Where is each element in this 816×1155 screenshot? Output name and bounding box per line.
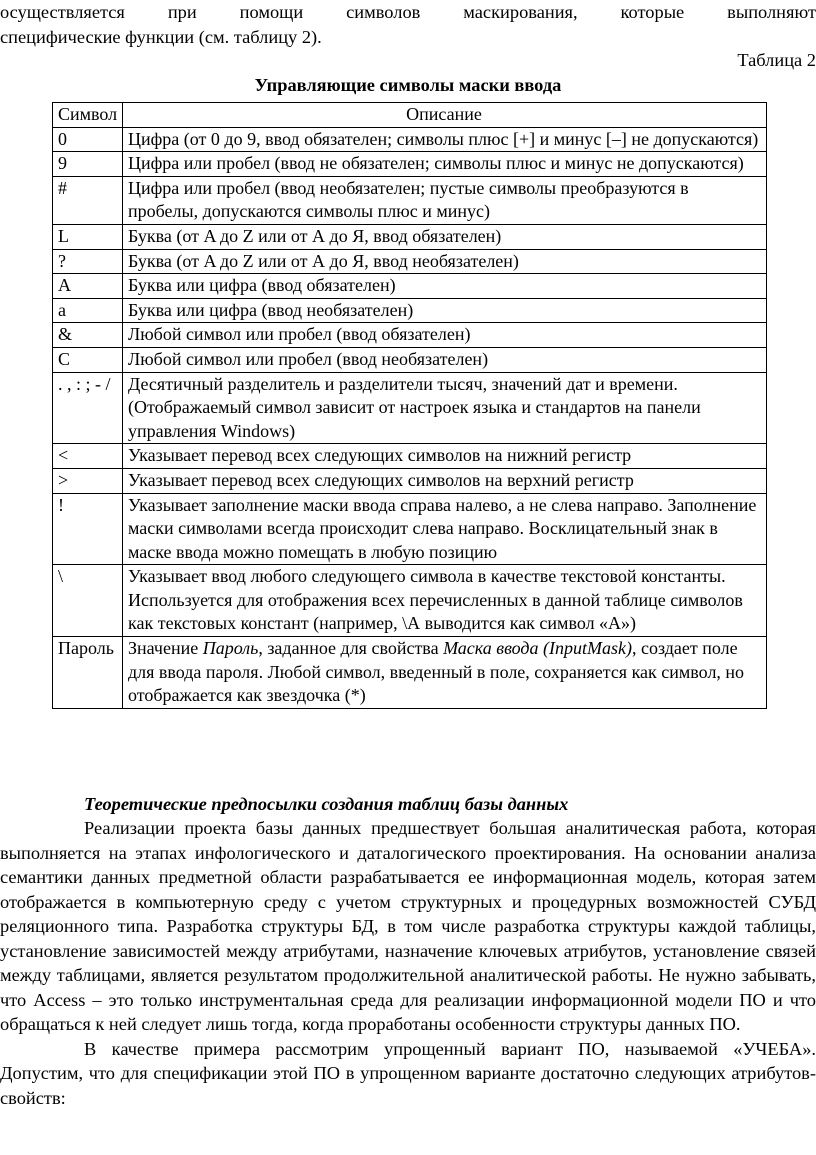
description-cell bbox=[123, 637, 767, 709]
table-row bbox=[53, 274, 767, 299]
input-mask-symbols-table bbox=[52, 102, 767, 709]
description-cell: Любой символ или пробел (ввод обязателен) bbox=[123, 323, 767, 348]
symbol-cell: Пароль bbox=[53, 637, 123, 709]
symbol-cell: A bbox=[53, 274, 123, 299]
table-row bbox=[53, 298, 767, 323]
table-row bbox=[53, 372, 767, 444]
description-cell: Указывает заполнение маски ввода справа налево, а не слева направо. Заполнение маски символами всегда происходит слева направо. Восклицательный знак в маске ввода можно помещать в любую позицию bbox=[123, 493, 767, 565]
table-row bbox=[53, 323, 767, 348]
table-row bbox=[53, 468, 767, 493]
symbol-cell: . , : ; - / bbox=[53, 372, 123, 444]
description-cell: Цифра или пробел (ввод необязателен; пустые символы преобразуются в пробелы, допускаются символы плюс и минус) bbox=[123, 176, 767, 224]
description-cell: Буква (от A до Z или от А до Я, ввод обязателен) bbox=[123, 224, 767, 249]
header-symbol: Символ bbox=[53, 103, 123, 128]
description-cell: Цифра или пробел (ввод не обязателен; символы плюс и минус не допускаются) bbox=[123, 152, 767, 177]
table-title: Управляющие символы маски ввода bbox=[254, 75, 562, 95]
intro-paragraph bbox=[0, 0, 816, 49]
table-row bbox=[53, 152, 767, 177]
table-body bbox=[53, 127, 767, 636]
paragraph-2: В качестве примера рассмотрим упрощенный вариант ПО, называемой «УЧЕБА». Допустим, что для спецификации этой ПО в упрощенном варианте достаточно следующих атрибутов-свойств: bbox=[0, 1038, 816, 1108]
symbol-cell: a bbox=[53, 298, 123, 323]
symbol-cell: 9 bbox=[53, 152, 123, 177]
header-description: Описание bbox=[123, 103, 767, 128]
symbol-cell: > bbox=[53, 468, 123, 493]
desc-text: , создает поле для ввода пароля. Любой символ, введенный в поле, сохраняется как символ, но отображается как звездочка (*) bbox=[128, 638, 745, 706]
symbol-cell: ! bbox=[53, 493, 123, 565]
desc-italic-password: Пароль bbox=[202, 638, 259, 659]
description-cell: Буква или цифра (ввод необязателен) bbox=[123, 298, 767, 323]
symbol-cell: L bbox=[53, 224, 123, 249]
desc-text: , заданное для свойства bbox=[258, 638, 444, 659]
symbol-cell: \ bbox=[53, 565, 123, 637]
symbol-cell: < bbox=[53, 444, 123, 469]
table-row-password bbox=[53, 637, 767, 709]
description-cell: Десятичный разделитель и разделители тысяч, значений дат и времени. (Отображаемый символ зависит от настроек языка и стандартов на панели управления Windows) bbox=[123, 372, 767, 444]
description-cell: Буква или цифра (ввод обязателен) bbox=[123, 274, 767, 299]
table-row bbox=[53, 127, 767, 152]
table-row bbox=[53, 493, 767, 565]
intro-line-2: специфические функции (см. таблицу 2). bbox=[0, 26, 322, 47]
section-heading: Теоретические предпосылки создания таблиц базы данных bbox=[84, 794, 569, 814]
table-row bbox=[53, 176, 767, 224]
symbol-cell: ? bbox=[53, 249, 123, 274]
table-number-label: Таблица 2 bbox=[737, 50, 816, 70]
paragraph-1: Реализации проекта базы данных предшествует большая аналитическая работа, которая выполняется на этапах инфологического и даталогического проектирования. На основании анализа семантики данных предметной области разрабатывается ее информационная модель, которая затем отображается в компьютерную среду с учетом структурных и процедурных возможностей СУБД реляционного типа. Разработка структуры БД, в том числе разработка структуры каждой таблицы, установление зависимостей между атрибутами, назначение ключевых атрибутов, установление связей между таблицами, является результатом продолжительной аналитической работы. Не нужно забывать, что Access – это только инструментальная среда для реализации информационной модели ПО и что обращаться к ней следует лишь тогда, когда проработаны особенности структуры данных ПО. bbox=[0, 818, 816, 1034]
description-cell: Указывает ввод любого следующего символа в качестве текстовой константы. Используется для отображения всех перечисленных в данной таблице символов как текстовых констант (например, \А выводится как символ «А») bbox=[123, 565, 767, 637]
description-cell: Любой символ или пробел (ввод необязателен) bbox=[123, 347, 767, 372]
desc-text: Значение bbox=[128, 638, 203, 659]
table-row bbox=[53, 224, 767, 249]
table-header-row bbox=[53, 103, 767, 128]
symbol-cell: & bbox=[53, 323, 123, 348]
intro-line-1: осуществляется при помощи символов маскирования, которые выполняют bbox=[0, 2, 816, 22]
desc-italic-inputmask: Маска ввода (InputMask) bbox=[443, 638, 632, 659]
description-cell: Буква (от A до Z или от А до Я, ввод необязателен) bbox=[123, 249, 767, 274]
table-row bbox=[53, 347, 767, 372]
description-cell: Указывает перевод всех следующих символов на нижний регистр bbox=[123, 444, 767, 469]
table-row bbox=[53, 444, 767, 469]
symbol-cell: 0 bbox=[53, 127, 123, 152]
symbol-cell: C bbox=[53, 347, 123, 372]
description-cell: Цифра (от 0 до 9, ввод обязателен; символы плюс [+] и минус [–] не допускаются) bbox=[123, 127, 767, 152]
table-row bbox=[53, 565, 767, 637]
symbol-cell: # bbox=[53, 176, 123, 224]
table-row bbox=[53, 249, 767, 274]
description-cell: Указывает перевод всех следующих символов на верхний регистр bbox=[123, 468, 767, 493]
body-text bbox=[0, 816, 816, 1110]
